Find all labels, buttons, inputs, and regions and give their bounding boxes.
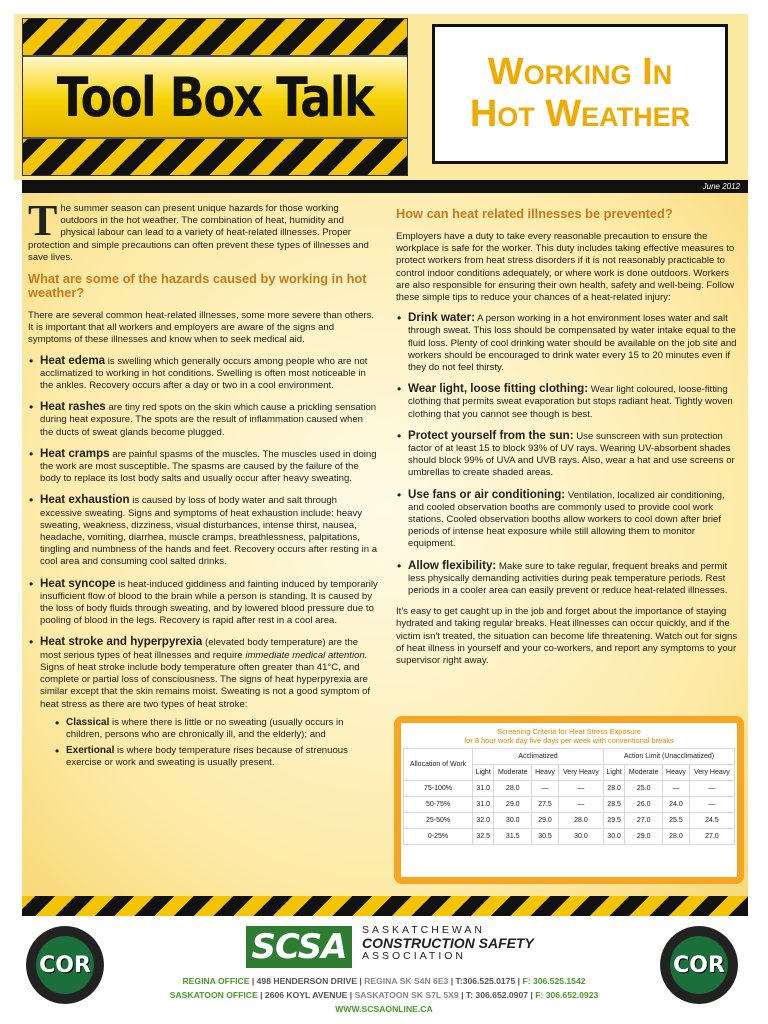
org-name-line-2: CONSTRUCTION SAFETY <box>362 935 534 951</box>
item-text: Signs of heat stroke include body temperature often greater than 41°C, and complete or partial loss of consciousness. The signs of heat hyperpyrexia are similar except that the skin remains moist. Sweating is not a good symptom of heat stress as there are two types of heat stroke: <box>40 661 371 710</box>
item-text: Ventilation, localized air conditioning, and cooled observation booths are commonly used to provide cool work stations. Cooled observation booths allow workers to cool down after brief periods of intense heat exposure while still allowing them to monitor equipment. <box>408 489 725 550</box>
table-cell: 24.0 <box>663 797 690 813</box>
item-term: Drink water: <box>408 311 476 325</box>
table-cell: 30.5 <box>532 829 559 845</box>
item-text: are tiny red spots on the skin which cause a prickling sensation during heat exposure. The spots are the result of inflammation caused when the ducts of sweat glands become plugged. <box>40 402 377 438</box>
item-term: Allow flexibility: <box>408 558 497 572</box>
item-term: Heat exhaustion <box>40 493 130 507</box>
table-cell: 30.0 <box>494 813 532 829</box>
item-term: Protect yourself from the sun: <box>408 428 574 442</box>
item-term: Heat rashes <box>40 400 106 414</box>
regina-office-line: REGINA OFFICE | 498 HENDERSON DRIVE | REGINA SK S4N 6E3 | T:306.525.0175 | F: 306.525.1542 <box>182 976 586 986</box>
subheader-cell: Moderate <box>625 765 663 781</box>
right-column <box>396 203 740 675</box>
table-row <box>404 781 735 797</box>
sub-text: is where there is little or no sweating (usually occurs in children, persons who are chronically ill, and the elderly); and <box>66 716 344 740</box>
table-cell: 29.0 <box>494 797 532 813</box>
regina-office-label: REGINA OFFICE <box>182 976 250 986</box>
heat-stroke-types <box>54 717 378 770</box>
regina-address: 498 HENDERSON DRIVE <box>256 976 357 986</box>
subheader-cell: Light <box>473 765 494 781</box>
table-cell: 27.0 <box>689 829 734 845</box>
regina-city: REGINA SK S4N 6E3 <box>364 976 449 986</box>
banner-text: Tool Box Talk <box>56 65 374 129</box>
allocation-header: Allocation of Work <box>404 749 473 781</box>
table-cell: — <box>689 781 734 797</box>
table-cell: 28.0 <box>558 813 603 829</box>
item-term: Use fans or air conditioning: <box>408 487 566 501</box>
heat-stress-table-panel <box>394 716 744 884</box>
closing-paragraph: It's easy to get caught up in the job and forget about the importance of staying hydrated and taking regular breaks. Heat illnesses can occur quickly, and if the victim isn't treated, the situation can become life threatening. Watch out for signs of heat illness in yourself and your co-workers, and report any symptoms to your supervisor right away. <box>396 606 738 667</box>
table-cell: 25.0 <box>625 781 663 797</box>
hazards-list <box>28 355 378 770</box>
list-item <box>28 636 378 769</box>
banner-plate <box>23 55 407 139</box>
list-item <box>28 401 378 439</box>
saskatoon-phone: T: 306.652.0907 <box>465 990 529 1000</box>
table-cell: — <box>532 781 559 797</box>
footer <box>0 916 768 1024</box>
item-text: Wear light coloured, loose-fitting clothing that permits sweat evaporation but stops radiant heat. Tightly woven clothing that you cannot see though is best. <box>408 384 733 420</box>
list-item <box>396 312 740 374</box>
tool-box-talk-banner <box>22 18 408 176</box>
list-item <box>28 578 378 628</box>
org-name-line-3: ASSOCIATION <box>362 950 466 962</box>
item-text: is swelling which generally occurs among people who are not acclimatized to working in hot conditions. Swelling is often most noticeable in the ankles. Recovery occurs after a day or two in a cool environment. <box>40 355 368 392</box>
heat-stress-table-inner <box>401 723 737 877</box>
hazards-heading: What are some of the hazards caused by working in hot weather? <box>28 271 367 301</box>
item-text: A person working in a hot environment loses water and salt through sweat. This loss should be compensated by water intake equal to the fluid loss. Plenty of cool drinking water should be available on the job site and workers should be encouraged to drink water every 15 to 20 minutes even if they do not feel thirsty. <box>408 313 737 374</box>
title-line-1: Working In <box>487 51 673 94</box>
list-item <box>396 430 740 480</box>
regina-phone: T:306.525.0175 <box>455 976 516 986</box>
table-cell: 31.0 <box>473 797 494 813</box>
item-term: Heat syncope <box>40 576 116 590</box>
item-text: Make sure to take regular, frequent breaks and permit less physically demanding activities during peak temperature periods. Rest periods in a cooler area can easily prevent or reduce heat-related illnesses. <box>408 560 728 597</box>
table-cell: — <box>689 797 734 813</box>
list-item <box>396 560 740 598</box>
table-cell: — <box>663 781 690 797</box>
item-text: (elevated body temperature) are the most serious types of heat illnesses and require <box>40 637 359 661</box>
subheader-cell: Heavy <box>663 765 690 781</box>
list-item <box>396 383 740 421</box>
date-bar <box>22 180 748 193</box>
table-cell: 25.5 <box>663 813 690 829</box>
item-text: is heat-induced giddiness and fainting induced by temporarily insufficient flow of blood to the brain while a person is standing. It is caused by the loss of body fluids through sweating, and by lowered blood pressure due to pooling of blood in the legs. Recovery is rapid after rest in a cool area. <box>40 578 378 627</box>
table-caption-line-1: Screening Criteria for Heat Stress Exposure <box>497 727 641 736</box>
table-cell: 75-100% <box>404 781 473 797</box>
subheader-cell: Very Heavy <box>689 765 734 781</box>
regina-fax: F: 306.525.1542 <box>522 976 586 986</box>
table-group-header <box>404 749 735 765</box>
table-cell: 24.5 <box>689 813 734 829</box>
table-cell: 32.0 <box>473 813 494 829</box>
list-item <box>396 489 740 551</box>
item-term: Heat edema <box>40 353 106 367</box>
drop-cap: T <box>28 196 58 245</box>
org-name-line-1: SASKATCHEWAN <box>362 924 485 936</box>
item-term: Heat cramps <box>40 446 110 460</box>
intro-text: he summer season can present unique hazards for those working outdoors in the hot weather. The combination of heat, humidity and physical labour can lead to a variety of heat-related illnesses. Proper protection and simple precautions can often prevent these types of illnesses and save lives. <box>28 203 369 263</box>
issue-date: June 2012 <box>702 182 740 191</box>
website-link[interactable]: WWW.SCSAONLINE.CA <box>335 1004 433 1014</box>
list-item <box>28 494 378 568</box>
item-term: Wear light, loose fitting clothing: <box>408 382 589 396</box>
table-cell: 31.0 <box>473 781 494 797</box>
cor-badge-text: COR <box>39 952 91 978</box>
table-caption-line-2: for 8 hour work day five days per week with conventional breaks <box>464 736 674 745</box>
subheader-cell: Light <box>604 765 625 781</box>
table-cell: 25-50% <box>404 813 473 829</box>
table-cell: 28.5 <box>604 797 625 813</box>
hazards-paragraph: There are several common heat-related illnesses, some more severe than others. It is important that all workers and employers are aware of the signs and symptoms of these illnesses and know when to seek medical aid. <box>28 310 375 346</box>
saskatoon-fax: F: 306.652.0923 <box>535 990 599 1000</box>
table-cell: 26.0 <box>625 797 663 813</box>
table-cell: 50-75% <box>404 797 473 813</box>
table-cell: 28.0 <box>604 781 625 797</box>
table-cell: 28.0 <box>494 781 532 797</box>
table-cell: 32.5 <box>473 829 494 845</box>
heat-stress-table <box>403 748 735 845</box>
intro-paragraph <box>28 196 378 264</box>
prevention-list <box>396 312 740 597</box>
table-cell: 29.5 <box>604 813 625 829</box>
hazard-stripe-divider <box>22 896 748 916</box>
table-cell: 0-25% <box>404 829 473 845</box>
document-title <box>432 24 728 164</box>
item-emphasis: immediate medical attention. <box>245 649 368 661</box>
table-row <box>404 797 735 813</box>
sub-text: is where body temperature rises because of strenuous exercise or work and sweating is usually present. <box>66 745 348 769</box>
item-text: is caused by loss of body water and salt through excessive sweating. Signs and symptoms of heat exhaustion include: heavy sweating, weakness, dizziness, visual disturbances, intense thirst, nausea, headache, vomiting, diarrhea, muscle cramps, breathlessness, palpitations, tingling and numbness of the hands and feet. Recovery occurs after resting in a cool area and consuming cool salted drinks. <box>40 495 378 568</box>
left-column <box>28 196 378 779</box>
sub-term: Exertional <box>66 745 115 757</box>
sub-list-item <box>54 745 378 769</box>
saskatoon-office-label: SASKATOON OFFICE <box>169 990 258 1000</box>
saskatoon-address: 2606 KOYL AVENUE <box>264 990 348 1000</box>
saskatoon-city: SASKATOON SK S7L 5X9 <box>354 990 459 1000</box>
table-cell: 31.5 <box>494 829 532 845</box>
content-area <box>22 193 748 896</box>
table-cell: 30.0 <box>558 829 603 845</box>
table-cell: 27.0 <box>625 813 663 829</box>
item-term: Heat stroke and hyperpyrexia <box>40 635 203 649</box>
table-cell: 27.5 <box>532 797 559 813</box>
table-cell: 28.0 <box>663 829 690 845</box>
table-cell: 29.0 <box>625 829 663 845</box>
item-text: Use sunscreen with sun protection factor of at least 15 to block 93% of UV rays. Wearing UV-absorbent shades should block 99% of UVA and UVB rays. Also, wear a hat and use screens or umbrellas to create shaded areas. <box>408 430 735 479</box>
list-item <box>28 355 378 393</box>
action-limit-header: Action Limit (Unacclimatized) <box>604 749 735 765</box>
prevention-paragraph: Employers have a duty to take every reasonable precaution to ensure the workplace is safe for the worker. This duty includes taking effective measures to protect workers from heat stress disorders if it is not reasonably practicable to control indoor conditions adequately, or where work is done outdoors. Workers are also responsible for ensuring their own health, safety and well-being. Follow these simple tips to reduce your chances of a heat-related injury: <box>396 231 735 304</box>
item-text: are painful spasms of the muscles. The muscles used in doing the work are most susceptible. The spasms are caused by the failure of the body to replace its lost body salts and usually occur after heavy sweating. <box>40 448 377 485</box>
list-item <box>28 448 378 486</box>
subheader-cell: Very Heavy <box>558 765 603 781</box>
table-cell: — <box>558 797 603 813</box>
scsa-logo: SCSA <box>246 926 352 968</box>
title-line-2: Hot Weather <box>469 93 691 135</box>
organization-name <box>362 924 562 963</box>
table-cell: 30.0 <box>604 829 625 845</box>
table-cell: 29.0 <box>532 813 559 829</box>
subheader-cell: Moderate <box>494 765 532 781</box>
subheader-cell: Heavy <box>532 765 559 781</box>
table-caption <box>403 725 735 748</box>
table-row <box>404 813 735 829</box>
table-row <box>404 829 735 845</box>
saskatoon-office-line: SASKATOON OFFICE | 2606 KOYL AVENUE | SASKATOON SK S7L 5X9 | T: 306.652.0907 | F: 306.652.0923 <box>169 990 599 1000</box>
table-cell: — <box>558 781 603 797</box>
cor-badge-text: COR <box>673 952 725 978</box>
acclimatized-header: Acclimatized <box>473 749 604 765</box>
sub-term: Classical <box>66 716 110 728</box>
sub-list-item <box>54 717 378 741</box>
prevention-heading: How can heat related illnesses be prevented? <box>396 206 673 221</box>
